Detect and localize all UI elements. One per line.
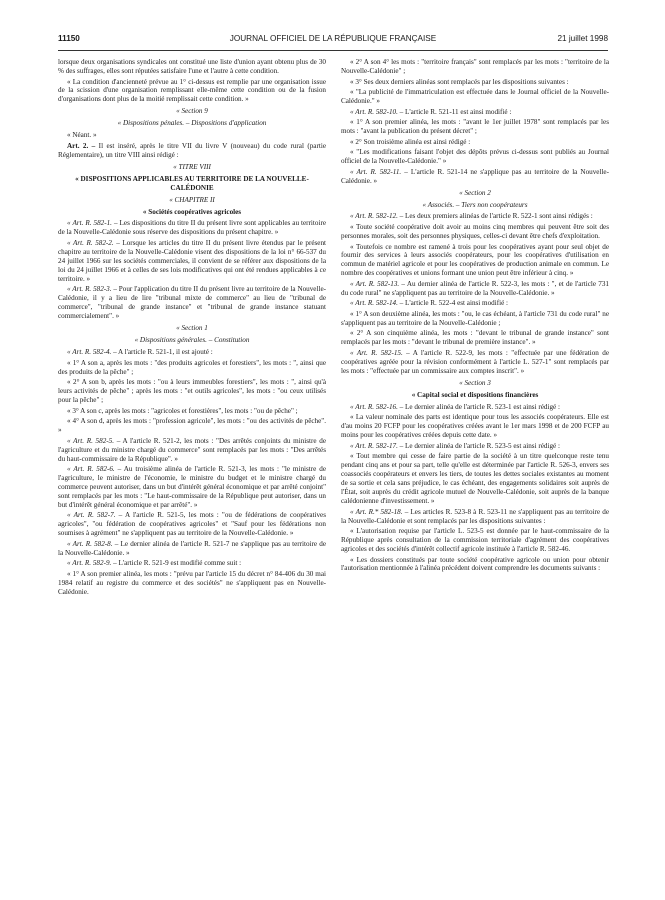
paragraph xyxy=(341,329,609,347)
paragraph xyxy=(341,310,609,328)
paragraph-text: Le dernier alinéa de l'article R. 523-1 est ainsi rédigé : xyxy=(403,402,560,411)
paragraph-text: « 1° A son deuxième alinéa, les mots : "ou, le cas échéant, à l'article 731 du code rural" ne s'appliquent pas au territoire de la Nouvelle-Calédonie ; xyxy=(341,309,609,327)
paragraph-text: « Tout membre qui cesse de faire partie de la société à un titre quelconque reste tenu pendant cinq ans et pour sa part, telle qu'elle est déterminée par l'article R. 526-3, envers ses coassociés coopérateurs et envers les tiers, de toutes les dettes sociales existantes au moment de sa sortie et cela sans préjudice, le cas échéant, des engagements solidaires soit auprès de l'État, soit auprès du crédit agricole mutuel de Nouvelle-Calédonie, soit auprès de la banque calédonienne d'investissement. » xyxy=(341,452,609,506)
paragraph-text: Lorsque les articles du titre II du présent livre étendus par le présent chapitre au territoire de la Nouvelle-Calédonie visent des dispositions de la loi n° 66-537 du 24 juillet 1966 sur les sociétés commerciales, il convient de se référer aux dispositions de la loi du 24 juillet 1966 et à celles de ses lois modificatives qui ont été rendues applicables à ce territoire. » xyxy=(58,238,326,283)
section-heading xyxy=(58,324,326,333)
article-reference: « Art. R. 582-13. – xyxy=(350,279,405,288)
paragraph xyxy=(58,219,326,237)
section-heading xyxy=(58,119,326,128)
paragraph xyxy=(341,452,609,506)
article-reference: « Art. R. 582-6. – xyxy=(67,465,122,474)
section-heading xyxy=(341,379,609,388)
header-rule xyxy=(58,50,608,51)
paragraph-text: « Sociétés coopératives agricoles xyxy=(142,207,242,216)
page-header xyxy=(58,34,608,48)
paragraph-text: « "Les modifications faisant l'objet des dépôts prévus ci-dessus sont publiés au Journal officiel de la Nouvelle-Calédonie." » xyxy=(341,148,609,166)
page-number: 11150 xyxy=(58,34,80,43)
paragraph xyxy=(341,413,609,440)
section-heading xyxy=(58,336,326,345)
paragraph-text: « DISPOSITIONS APPLICABLES AU TERRITOIRE DE LA NOUVELLE-CALÉDONIE xyxy=(75,174,309,192)
paragraph-text: « 2° A son cinquième alinéa, les mots : "devant le tribunal de grande instance" sont remplacés par les mots : "devant le tribunal de première instance". » xyxy=(341,329,609,347)
paragraph xyxy=(341,168,609,186)
paragraph-text: « 2° Son troisième alinéa est ainsi rédigé : xyxy=(350,137,471,146)
paragraph-text: « 1° A son a, après les mots : "des produits agricoles et forestiers", les mots : ", ainsi que des produits de la pêche" ; xyxy=(58,358,326,376)
paragraph xyxy=(341,138,609,147)
paragraph-text: « Section 1 xyxy=(176,324,208,333)
paragraph-text: « 2° A son b, après les mots : "ou à leurs immeubles forestiers", les mots : ", ainsi qu'à leurs activités de pêche" ; après les mots : "et outils agricoles", les mots : "ou ceux utilisés pour la pêche" ; xyxy=(58,378,326,405)
journal-title: JOURNAL OFFICIEL DE LA RÉPUBLIQUE FRANÇAISE xyxy=(229,34,437,43)
paragraph xyxy=(341,223,609,241)
section-heading xyxy=(58,163,326,172)
paragraph xyxy=(58,407,326,416)
paragraph xyxy=(341,508,609,526)
paragraph xyxy=(58,131,326,140)
article-reference: « Art. R. 582-2. – xyxy=(67,238,120,247)
paragraph-text: « TITRE VIII xyxy=(173,162,211,171)
paragraph-text: L'article R. 521-11 est ainsi modifié : xyxy=(403,107,512,116)
paragraph xyxy=(341,527,609,554)
paragraph xyxy=(341,108,609,117)
paragraph xyxy=(58,142,326,160)
article-reference: Art. 2. – xyxy=(67,141,96,150)
paragraph-text: A l'article R. 521-5, les mots : "ou de fédérations de coopératives agricoles", "ou fédération de coopératives agricoles" et "Sauf pour les fédérations non soumises à agrément" ne s'appliquent pas au territoire de la Nouvelle-Calédonie. » xyxy=(58,511,326,538)
section-heading xyxy=(58,107,326,116)
article-reference: « Art. R. 582-12. – xyxy=(350,212,404,221)
section-heading xyxy=(58,196,326,205)
paragraph-text: « La valeur nominale des parts est identique pour tous les associés coopérateurs. Elle est d'au moins 20 FCFP pour les coopératives créées avant le 1er mars 1998 et de 200 FCFP au moins pour les coopératives créées depuis cette date. » xyxy=(341,413,609,440)
paragraph-text: Le dernier alinéa de l'article R. 521-7 ne s'applique pas au territoire de la Nouvelle-Calédonie. » xyxy=(58,539,326,557)
paragraph xyxy=(341,78,609,87)
paragraph-text: « 4° A son d, après les mots : "profession agricole", les mots : "ou des activités de pêche". » xyxy=(58,417,326,435)
article-reference: « Art. R. 582-15. – xyxy=(350,348,410,357)
paragraph xyxy=(341,58,609,76)
article-reference: « Art. R. 582-8. – xyxy=(67,539,119,548)
paragraph xyxy=(341,299,609,308)
paragraph xyxy=(341,403,609,412)
paragraph xyxy=(341,148,609,166)
paragraph xyxy=(58,417,326,435)
article-reference: « Art. R. 582-11. – xyxy=(350,167,408,176)
paragraph xyxy=(58,437,326,464)
right-column xyxy=(341,58,609,890)
paragraph-text: « "La publicité de l'immatriculation est effectuée dans le Journal officiel de la Nouvelle-Calédonie." » xyxy=(341,88,609,105)
paragraph-text: L'article R. 521-9 est modifié comme suit : xyxy=(116,559,242,568)
paragraph-text: « Dispositions générales. – Constitution xyxy=(134,336,250,345)
paragraph xyxy=(58,378,326,405)
paragraph xyxy=(58,285,326,321)
paragraph xyxy=(341,118,609,136)
paragraph xyxy=(58,58,326,76)
paragraph xyxy=(58,465,326,510)
paragraph-text: « CHAPITRE II xyxy=(169,195,215,204)
section-title xyxy=(341,391,609,400)
paragraph-text: Il est inséré, après le titre VII du livre V (nouveau) du code rural (partie Réglementaire), un titre VIII ainsi rédigé : xyxy=(58,141,326,159)
article-reference: « Art. R. 582-3. – xyxy=(67,285,117,294)
section-heading xyxy=(341,189,609,198)
left-column xyxy=(58,58,326,890)
paragraph xyxy=(58,540,326,558)
paragraph-text: « La condition d'ancienneté prévue au 1° ci-dessus est remplie par une organisation issue de la scission d'une organisation remplissant elle-même cette condition ou de la fusion d'organisations dont plus de la moitié remplissait cette condition. » xyxy=(58,77,326,104)
paragraph-text: « Associés. – Tiers non coopérateurs xyxy=(422,200,528,209)
paragraph-text: « Capital social et dispositions financières xyxy=(411,390,539,399)
paragraph-text: « Toutefois ce nombre est ramené à trois pour les coopératives ayant pour seul objet de fournir des services à leurs associés coopérateurs, pour les coopératives d'utilisation en commun de matériel agricole et pour les coopératives de production animale en commun. Le nombre des coopératives et unions formant une union peut être inférieur à cinq. » xyxy=(341,242,609,278)
paragraph xyxy=(58,348,326,357)
paragraph xyxy=(58,511,326,538)
article-reference: « Art. R.* 582-18. – xyxy=(350,507,409,516)
article-reference: « Art. R. 582-9. – xyxy=(67,559,117,568)
paragraph-text: Au troisième alinéa de l'article R. 521-3, les mots : "le ministre de l'agriculture, le ministre de l'économie, le ministre du budget et le ministre chargé du commerce peuvent autoriser, dans un but d'intérêt général économique et par arrêté conjoint" sont remplacés par les mots : "Le haut-commissaire de la République peut autoriser, dans un but d'intérêt général économique et par arrêté". » xyxy=(58,465,326,509)
publication-date: 21 juillet 1998 xyxy=(557,34,608,43)
article-reference: « Art. R. 582-16. – xyxy=(350,402,404,411)
paragraph-text: Les dispositions du titre II du présent livre sont applicables au territoire de la Nouvelle-Calédonie sous réserve des dispositions du présent chapitre. » xyxy=(58,219,326,237)
paragraph xyxy=(58,570,326,597)
paragraph xyxy=(341,88,609,106)
paragraph xyxy=(341,556,609,574)
article-reference: « Art. R. 582-1. – xyxy=(67,219,118,228)
section-title xyxy=(58,208,326,217)
article-reference: « Art. R. 582-10. – xyxy=(350,107,404,116)
article-reference: « Art. R. 582-5. – xyxy=(67,436,121,445)
paragraph-text: A l'article R. 521-1, il est ajouté : xyxy=(116,348,213,357)
paragraph xyxy=(341,280,609,298)
paragraph-text: A l'article R. 522-9, les mots : "effectuée par une fédération de coopératives agréée pour la révision conformément à l'article L. 527-1" sont remplacés par les mots : "effectuée par un commissaire aux comptes inscrit". » xyxy=(341,348,609,375)
paragraph-text: « 3° Ses deux derniers alinéas sont remplacés par les dispositions suivantes : xyxy=(350,77,569,86)
article-reference: « Art. R. 582-17. – xyxy=(350,441,404,450)
paragraph xyxy=(58,239,326,284)
paragraph-text: « L'autorisation requise par l'article L. 523-5 est donnée par le haut-commissaire de la République après consultation de la commission territoriale d'agrément des coopératives agricoles et des sociétés d'intérêt collectif agricole instituée à l'article R. 582-46. xyxy=(341,527,609,553)
paragraph-text: « 1° A son premier alinéa, les mots : "avant le 1er juillet 1978" sont remplacés par les mots : "avant la publication du présent décret" ; xyxy=(341,118,609,136)
paragraph-text: Pour l'application du titre II du présent livre au territoire de la Nouvelle-Calédonie, il y a lieu de lire "tribunal mixte de commerce" au lieu de "tribunal de commerce", "tribunal de grande instance" et "tribunal de grande instance statuant commercialement". » xyxy=(58,285,326,321)
paragraph-text: « 3° A son c, après les mots : "agricoles et forestières", les mots : "ou de pêche" ; xyxy=(67,406,298,415)
article-reference: « Art. R. 582-14. – xyxy=(350,299,404,308)
article-reference: « Art. R. 582-7. – xyxy=(67,511,123,520)
paragraph xyxy=(341,212,609,221)
paragraph-text: « Néant. » xyxy=(67,131,97,140)
paragraph-text: « 2° A son 4° les mots : "territoire français" sont remplacés par les mots : "territoire de la Nouvelle-Calédonie" ; xyxy=(341,58,609,75)
paragraph-text: L'article R. 522-4 est ainsi modifié : xyxy=(403,299,509,308)
paragraph-text: Le dernier alinéa de l'article R. 523-5 est ainsi rédigé : xyxy=(403,441,560,450)
section-heading xyxy=(341,201,609,210)
paragraph-text: lorsque deux organisations syndicales ont constitué une liste d'union ayant obtenu plus de 30 % des suffrages, elles sont réputées satisfaire l'une et l'autre à cette condition. xyxy=(58,58,326,75)
paragraph xyxy=(58,559,326,568)
article-reference: « Art. R. 582-4. – xyxy=(67,348,117,357)
paragraph-text: Les deux premiers alinéas de l'article R. 522-1 sont ainsi rédigés : xyxy=(403,212,593,221)
paragraph xyxy=(341,243,609,279)
paragraph-text: Les articles R. 523-8 à R. 523-11 ne s'appliquent pas au territoire de la Nouvelle-Calédonie et sont remplacés par les dispositions suivantes : xyxy=(341,507,609,525)
paragraph-text: A l'article R. 521-2, les mots : "Des arrêtés conjoints du ministre de l'agriculture et du ministre chargé du commerce" sont remplacés par les mots : "Des arrêtés du haut-commissaire de la République". » xyxy=(58,436,326,463)
paragraph xyxy=(58,359,326,377)
section-title xyxy=(58,175,326,193)
paragraph-text: Au dernier alinéa de l'article R. 522-3, les mots : ", et de l'article 731 du code rural" ne s'appliquent pas au territoire de la Nouvelle-Calédonie. » xyxy=(341,279,609,297)
paragraph xyxy=(341,442,609,451)
paragraph-text: « Section 9 xyxy=(176,107,208,116)
paragraph-text: « Dispositions pénales. – Dispositions d'application xyxy=(117,119,267,128)
paragraph-text: « 1° A son premier alinéa, les mots : "prévu par l'article 15 du décret n° 84-406 du 30 mai 1984 relatif au registre du commerce et des sociétés" ne s'appliquent pas en Nouvelle-Calédonie. xyxy=(58,569,326,596)
paragraph-text: « Toute société coopérative doit avoir au moins cinq membres qui peuvent être soit des personnes morales, soit des personnes physiques, celles-ci devant être chefs d'exploitation. xyxy=(341,223,609,240)
paragraph-text: « Les dossiers constitués par toute société coopérative agricole ou union pour obtenir l'autorisation mentionnée à l'alinéa précédent doivent comprendre les documents suivants : xyxy=(341,555,609,573)
paragraph-text: « Section 3 xyxy=(459,378,491,387)
paragraph xyxy=(58,78,326,105)
paragraph xyxy=(341,349,609,376)
paragraph-text: L'article R. 521-14 ne s'applique pas au territoire de la Nouvelle-Calédonie. » xyxy=(341,167,609,185)
paragraph-text: « Section 2 xyxy=(459,188,491,197)
